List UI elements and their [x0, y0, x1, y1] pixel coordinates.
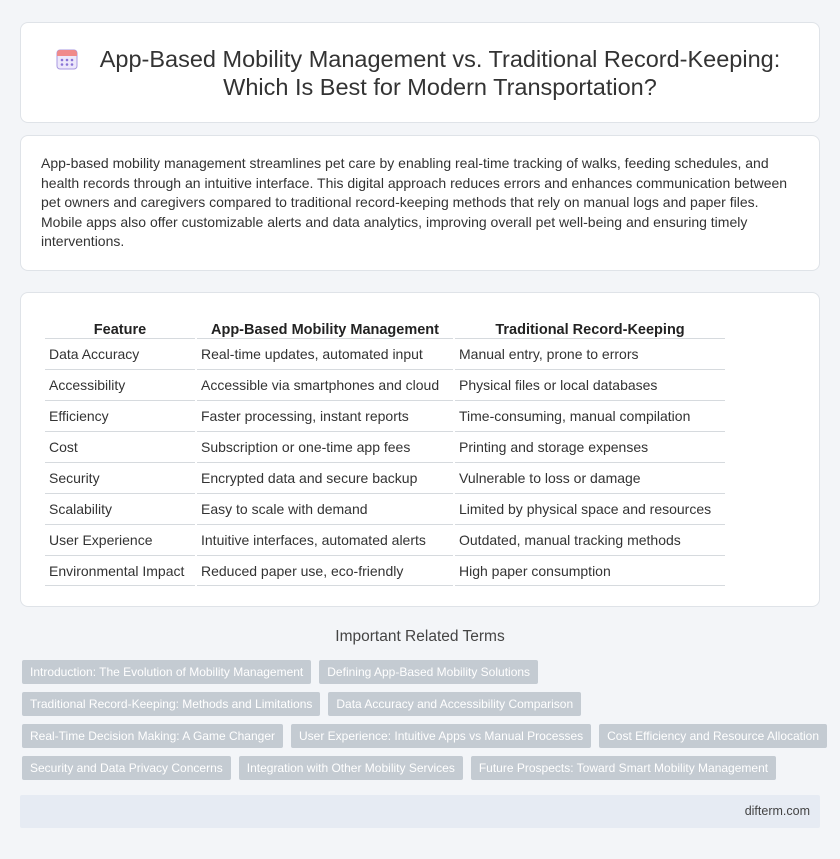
table-cell: Encrypted data and secure backup	[197, 462, 453, 493]
footer-bar	[20, 795, 820, 828]
table-row	[45, 555, 725, 586]
tag-row	[22, 692, 822, 716]
related-terms-heading: Important Related Terms	[335, 628, 505, 645]
table-row	[45, 338, 725, 369]
table-cell: Outdated, manual tracking methods	[455, 524, 725, 555]
intro-paragraph: App-based mobility management streamlines pet care by enabling real-time tracking of walks, feeding schedules, and health records through an intuitive interface. This digital approach reduces errors and enhances communication between pet owners and caregivers compared to traditional record-keeping methods that rely on manual logs and paper files. Mobile apps also offer customizable alerts and data analytics, improving overall pet well-being and ensuring timely interventions.	[41, 155, 788, 250]
table-cell: Efficiency	[45, 400, 195, 431]
table-row	[45, 462, 725, 493]
related-term-link[interactable]: Introduction: The Evolution of Mobility Management	[22, 660, 311, 684]
tag-row	[22, 756, 822, 780]
table-cell: Security	[45, 462, 195, 493]
table-cell: Printing and storage expenses	[455, 431, 725, 462]
related-term-link[interactable]: Traditional Record-Keeping: Methods and Limitations	[22, 692, 320, 716]
related-term-link[interactable]: Security and Data Privacy Concerns	[22, 756, 231, 780]
table-cell: Easy to scale with demand	[197, 493, 453, 524]
table-row	[45, 431, 725, 462]
related-term-link[interactable]: Data Accuracy and Accessibility Comparison	[328, 692, 581, 716]
column-header-traditional: Traditional Record-Keeping	[495, 322, 685, 338]
related-term-link[interactable]: Defining App-Based Mobility Solutions	[319, 660, 538, 684]
table-cell: Intuitive interfaces, automated alerts	[197, 524, 453, 555]
intro-card	[20, 135, 820, 271]
related-term-link[interactable]: Cost Efficiency and Resource Allocation	[599, 724, 827, 748]
comparison-table-card	[20, 292, 820, 607]
footer-site-link[interactable]: difterm.com	[744, 804, 810, 818]
table-cell: Physical files or local databases	[455, 369, 725, 400]
comparison-table	[43, 316, 727, 586]
table-cell: Accessible via smartphones and cloud	[197, 369, 453, 400]
table-cell: Limited by physical space and resources	[455, 493, 725, 524]
related-term-link[interactable]: User Experience: Intuitive Apps vs Manual Processes	[291, 724, 591, 748]
column-header-app-based: App-Based Mobility Management	[211, 322, 439, 338]
table-cell: Accessibility	[45, 369, 195, 400]
table-cell: Manual entry, prone to errors	[455, 338, 725, 369]
related-term-link[interactable]: Integration with Other Mobility Services	[239, 756, 463, 780]
tag-row	[22, 724, 822, 748]
table-cell: Reduced paper use, eco-friendly	[197, 555, 453, 586]
table-cell: Real-time updates, automated input	[197, 338, 453, 369]
table-cell: Time-consuming, manual compilation	[455, 400, 725, 431]
table-cell: High paper consumption	[455, 555, 725, 586]
table-cell: Faster processing, instant reports	[197, 400, 453, 431]
related-term-link[interactable]: Future Prospects: Toward Smart Mobility Management	[471, 756, 776, 780]
table-cell: Cost	[45, 431, 195, 462]
table-row	[45, 524, 725, 555]
table-cell: Environmental Impact	[45, 555, 195, 586]
table-row	[45, 400, 725, 431]
related-terms-list	[22, 660, 822, 788]
table-cell: Data Accuracy	[45, 338, 195, 369]
table-cell: Subscription or one-time app fees	[197, 431, 453, 462]
table-cell: Scalability	[45, 493, 195, 524]
related-term-link[interactable]: Real-Time Decision Making: A Game Changer	[22, 724, 283, 748]
table-row	[45, 369, 725, 400]
page-title: App-Based Mobility Management vs. Traditional Record-Keeping: Which Is Best for Modern Transportation?	[99, 45, 781, 100]
table-cell: User Experience	[45, 524, 195, 555]
table-row	[45, 493, 725, 524]
column-header-feature: Feature	[93, 322, 147, 338]
tag-row	[22, 660, 822, 684]
title-card	[20, 22, 820, 123]
table-header-row	[45, 316, 725, 338]
table-cell: Vulnerable to loss or damage	[455, 462, 725, 493]
